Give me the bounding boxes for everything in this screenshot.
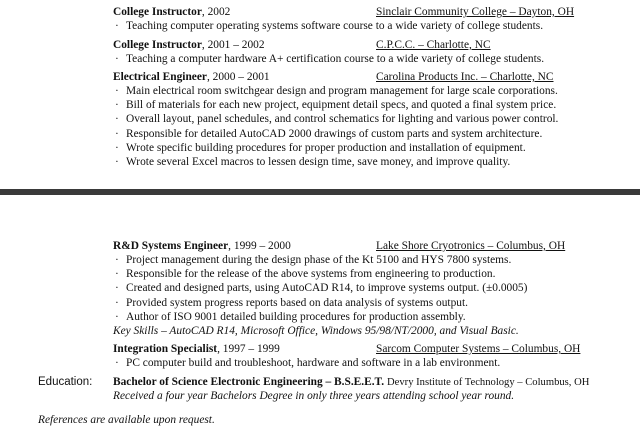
job-employer: Lake Shore Cryotronics – Columbus, OH (376, 240, 566, 252)
bullet-glyph: · (115, 296, 119, 309)
page-break-rule (0, 189, 640, 195)
job-title: Integration Specialist (113, 343, 218, 355)
job-employer: Sinclair Community College – Dayton, OH (376, 6, 575, 18)
job-bullet: · Wrote several Excel macros to lessen design time, save money, and improve quality. (115, 155, 511, 168)
education-header (113, 375, 633, 389)
job-bullet: · Overall layout, panel schedules, and control schematics for lighting and various power control. (115, 113, 559, 126)
job-electrical-engineer (113, 70, 613, 169)
job-header (113, 239, 613, 253)
key-skills: Key Skills – AutoCAD R14, Microsoft Office, Windows 95/98/NT/2000, and Visual Basic. (113, 324, 519, 337)
job-bullet: · Author of ISO 9001 detailed building procedures for production assembly. (115, 310, 466, 323)
bullet-glyph: · (115, 141, 119, 154)
bullet-glyph: · (115, 310, 119, 323)
education-block (113, 375, 633, 403)
references-note: References are available upon request. (38, 414, 215, 426)
job-title: R&D Systems Engineer (113, 240, 229, 252)
job-college-instructor-2002 (113, 5, 613, 33)
bullet-glyph: · (115, 85, 119, 97)
job-integration-specialist (113, 342, 613, 370)
job-dates: , 2001 – 2002 (201, 39, 265, 51)
job-bullet: · Provided system progress reports based on data analysis of systems output. (115, 296, 468, 309)
job-bullet: · Teaching a computer hardware A+ certification course to a wide variety of college students. (115, 53, 545, 65)
job-rd-systems-engineer (113, 239, 613, 338)
bullet-glyph: · (115, 20, 119, 32)
job-dates: , 1999 – 2000 (228, 240, 291, 252)
job-bullet: · Bill of materials for each new project, equipment detail specs, and quoted a final system price. (115, 99, 557, 112)
school: Devry Institute of Technology – Columbus, OH (387, 377, 590, 388)
job-bullet: · Main electrical room switchgear design and program management for large scale corporations. (115, 85, 558, 97)
bullet-glyph: · (115, 268, 119, 281)
degree: Bachelor of Science Electronic Engineering – B.S.E.E.T. (113, 376, 385, 388)
job-header (113, 342, 613, 356)
bullet-glyph: · (115, 357, 119, 369)
job-header (113, 38, 613, 52)
job-bullet: · Teaching computer operating systems software course to a wide variety of college students. (115, 20, 544, 32)
job-header (113, 70, 613, 84)
job-bullet: · PC computer build and troubleshoot, hardware and software in a lab environment. (115, 357, 501, 369)
job-employer: Sarcom Computer Systems – Columbus, OH (376, 343, 581, 355)
bullet-glyph: · (115, 155, 119, 168)
job-employer: C.P.C.C. – Charlotte, NC (376, 39, 491, 51)
bullet-glyph: · (115, 254, 119, 266)
job-bullet: · Responsible for the release of the above systems from engineering to production. (115, 268, 496, 281)
bullet-glyph: · (115, 282, 119, 295)
job-dates: , 2002 (201, 6, 231, 18)
bullet-glyph: · (115, 127, 119, 140)
bullet-glyph: · (115, 113, 119, 126)
education-note: Received a four year Bachelors Degree in only three years attending school year round. (113, 390, 515, 402)
job-bullet: · Wrote specific building procedures for proper production and installation of equipment. (115, 141, 526, 154)
bullet-glyph: · (115, 99, 119, 112)
job-employer: Carolina Products Inc. – Charlotte, NC (376, 71, 554, 83)
job-title: College Instructor (113, 6, 202, 18)
job-title: Electrical Engineer (113, 71, 207, 83)
education-label: Education: (38, 376, 93, 388)
job-bullet: · Created and designed parts, using AutoCAD R14, to improve systems output. (±0.0005) (115, 282, 528, 295)
job-bullet: · Responsible for detailed AutoCAD 2000 drawings of custom parts and system architecture. (115, 127, 543, 140)
bullet-glyph: · (115, 53, 119, 65)
job-bullet: · Project management during the design phase of the Kt 5100 and HYS 7800 systems. (115, 254, 512, 266)
job-dates: , 1997 – 1999 (217, 343, 280, 355)
job-title: College Instructor (113, 39, 202, 51)
job-dates: , 2000 – 2001 (206, 71, 270, 83)
job-header (113, 5, 613, 19)
job-college-instructor-2001 (113, 38, 613, 66)
